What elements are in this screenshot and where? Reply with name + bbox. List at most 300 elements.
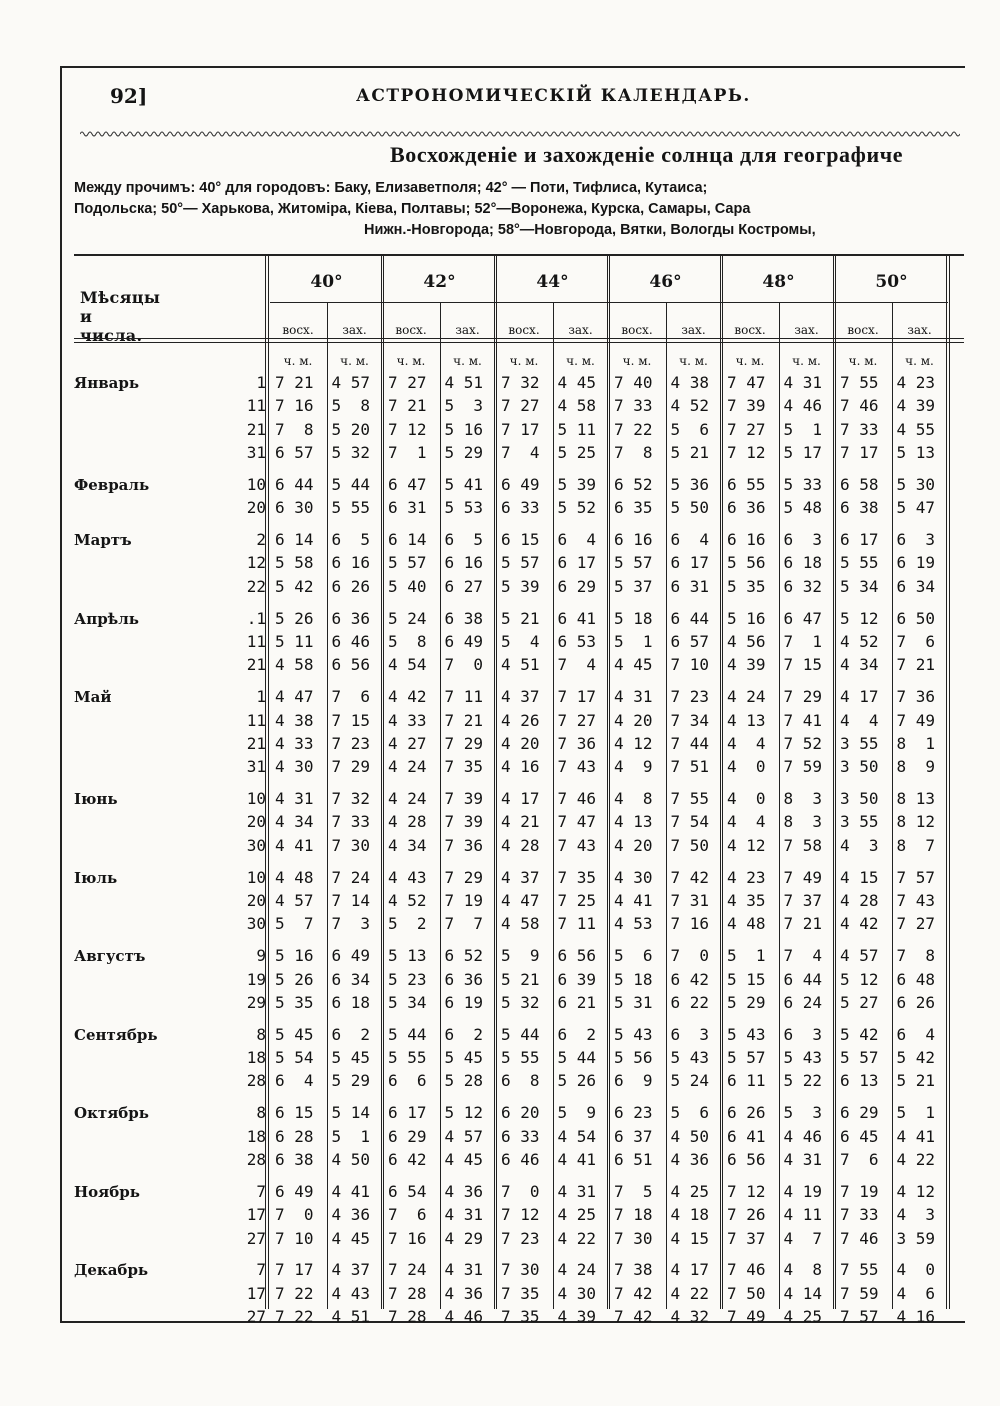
- sunset-time: 4 46: [783, 396, 823, 416]
- sunrise-time: 4 51: [501, 655, 540, 675]
- sunset-time: 6 52: [444, 946, 484, 966]
- sunset-time: 4 23: [896, 373, 936, 392]
- unit-label: ч. м.: [396, 354, 426, 368]
- sunset-time: 5 11: [557, 419, 597, 439]
- sunset-time: 7 43: [896, 891, 936, 910]
- sunrise-time: 7 17: [840, 443, 879, 463]
- sunset-time: 5 20: [331, 419, 371, 439]
- sunset-time: 6 2: [557, 1024, 597, 1044]
- sunset-time: 7 21: [444, 710, 484, 730]
- sunset-time: 5 41: [444, 474, 484, 494]
- sunset-time: 6 41: [557, 608, 597, 628]
- sunrise-time: 5 42: [840, 1024, 879, 1044]
- sunset-time: 4 18: [670, 1205, 710, 1225]
- sunrise-time: 5 18: [614, 608, 653, 628]
- sunrise-time: 7 47: [727, 373, 766, 392]
- sunrise-time: 6 4: [275, 1071, 314, 1091]
- sunrise-time: 4 33: [388, 710, 427, 730]
- sunrise-time: 6 52: [614, 474, 653, 494]
- sunset-time: 7 24: [331, 867, 371, 887]
- sunrise-time: 7 4: [501, 443, 540, 463]
- day-number: 30: [246, 914, 266, 934]
- sunrise-time: 5 21: [501, 969, 540, 989]
- sunset-time: 5 6: [670, 419, 710, 439]
- sunrise-time: 7 33: [840, 419, 879, 439]
- sunrise-time: 7 12: [727, 1181, 766, 1201]
- sunset-time: 6 5: [444, 530, 484, 550]
- sunset-time: 5 16: [444, 419, 484, 439]
- sunset-time: 7 37: [783, 891, 823, 910]
- sunrise-time: 4 57: [275, 891, 314, 910]
- sunrise-time: 6 44: [275, 474, 314, 494]
- sunset-time: 4 12: [896, 1181, 936, 1201]
- sunset-time: 8 13: [896, 789, 936, 809]
- table-rule: [74, 338, 964, 339]
- sunset-time: 7 25: [557, 891, 597, 910]
- sunset-time: 7 43: [557, 835, 597, 855]
- sunset-time: 7 49: [896, 710, 936, 730]
- unit-label: ч. м.: [509, 354, 539, 368]
- day-number: 31: [246, 443, 266, 463]
- sunrise-time: 7 27: [388, 373, 427, 392]
- sunrise-time: 4 27: [388, 733, 427, 753]
- sunrise-time: 3 55: [840, 733, 879, 753]
- sunset-time: 4 11: [783, 1205, 823, 1225]
- sunrise-time: 4 28: [388, 812, 427, 832]
- sunrise-time: 4 15: [840, 867, 879, 887]
- sunset-time: 4 51: [331, 1307, 371, 1327]
- sunset-time: 7 8: [896, 946, 936, 966]
- sunset-time: 6 36: [331, 608, 371, 628]
- sunset-time: 7 19: [444, 891, 484, 910]
- sunset-time: 6 34: [331, 969, 371, 989]
- sunset-time: 7 35: [557, 867, 597, 887]
- sunset-time: 7 11: [444, 687, 484, 707]
- day-number: 29: [246, 992, 266, 1012]
- sunset-time: 6 22: [670, 992, 710, 1012]
- sunset-time: 4 54: [557, 1126, 597, 1146]
- sunrise-time: 5 39: [501, 576, 540, 596]
- sunrise-time: 5 56: [727, 553, 766, 573]
- sunset-time: 7 10: [670, 655, 710, 675]
- sunrise-time: 7 12: [388, 419, 427, 439]
- sunrise-time: 7 27: [727, 419, 766, 439]
- sunset-time: 6 49: [444, 632, 484, 651]
- month-name: Августъ: [74, 947, 146, 966]
- sunrise-time: 4 23: [727, 867, 766, 887]
- sunset-time: 5 42: [896, 1048, 936, 1068]
- sunrise-time: 5 1: [727, 946, 766, 966]
- sunset-time: 5 48: [783, 498, 823, 518]
- sunset-time: 7 30: [331, 835, 371, 855]
- sunset-time: 6 21: [557, 992, 597, 1012]
- sunset-time: 5 44: [557, 1048, 597, 1068]
- sunset-time: 7 23: [331, 733, 371, 753]
- sunrise-time: 4 17: [840, 687, 879, 707]
- sunrise-time: 6 23: [614, 1103, 653, 1123]
- sunrise-time: 3 55: [840, 812, 879, 832]
- running-title: АСТРОНОМИЧЕСКІЙ КАЛЕНДАРЬ.: [356, 86, 751, 106]
- sunrise-time: 6 33: [501, 498, 540, 518]
- sunrise-time: 7 0: [501, 1181, 540, 1201]
- sunrise-time: 4 33: [275, 733, 314, 753]
- sunset-time: 7 29: [331, 757, 371, 777]
- sunset-time: 7 4: [783, 946, 823, 966]
- sunrise-time: 4 4: [727, 733, 766, 753]
- day-number: 22: [246, 576, 266, 596]
- sunset-time: 7 27: [557, 710, 597, 730]
- sunset-time: 6 18: [331, 992, 371, 1012]
- sunrise-time: 5 57: [388, 553, 427, 573]
- sunrise-time: 5 57: [727, 1048, 766, 1068]
- sunrise-time: 6 42: [388, 1150, 427, 1169]
- sunrise-time: 6 26: [727, 1103, 766, 1123]
- sunset-time: 4 50: [670, 1126, 710, 1146]
- sunset-time: 6 36: [444, 969, 484, 989]
- sunset-time: 7 36: [557, 733, 597, 753]
- sunrise-time: 5 54: [275, 1048, 314, 1068]
- day-number: 30: [246, 835, 266, 855]
- sunset-time: 7 29: [444, 733, 484, 753]
- sunrise-time: 7 59: [840, 1283, 879, 1303]
- sunset-time: 6 44: [670, 608, 710, 628]
- unit-label: ч. м.: [622, 354, 652, 368]
- month-name: Ноябрь: [74, 1182, 140, 1201]
- sunrise-time: 7 38: [614, 1260, 653, 1280]
- sunset-time: 5 24: [670, 1071, 710, 1091]
- sunrise-time: 4 58: [275, 655, 314, 675]
- day-number: 20: [246, 812, 266, 832]
- sunrise-time: 6 45: [840, 1126, 879, 1146]
- sunrise-time: 5 45: [275, 1024, 314, 1044]
- sunrise-time: 7 12: [727, 443, 766, 463]
- sunset-time: 4 50: [331, 1150, 371, 1169]
- sunrise-header: восх.: [621, 323, 653, 337]
- sunset-time: 6 57: [670, 632, 710, 651]
- sunrise-time: 5 35: [727, 576, 766, 596]
- sunset-time: 6 26: [896, 992, 936, 1012]
- sunset-time: 4 36: [444, 1283, 484, 1303]
- intro-paragraph: [74, 178, 954, 241]
- sunrise-time: 5 8: [388, 632, 427, 651]
- sunrise-time: 4 41: [275, 835, 314, 855]
- month-name: Январь: [74, 374, 140, 392]
- latitude-header: 50°: [875, 272, 908, 292]
- sunrise-time: 5 44: [501, 1024, 540, 1044]
- sunset-time: 4 0: [896, 1260, 936, 1280]
- day-number: 18: [246, 1126, 266, 1146]
- sunset-time: 6 39: [557, 969, 597, 989]
- sunset-time: 6 4: [896, 1024, 936, 1044]
- day-number: 21: [246, 419, 266, 439]
- sunset-time: 4 31: [783, 373, 823, 392]
- sunset-time: 7 54: [670, 812, 710, 832]
- sunset-time: 5 43: [670, 1048, 710, 1068]
- sunrise-time: 4 26: [501, 710, 540, 730]
- sunset-time: 6 19: [444, 992, 484, 1012]
- sunset-time: 5 1: [331, 1126, 371, 1146]
- sunset-time: 4 31: [557, 1181, 597, 1201]
- sunrise-time: 4 37: [501, 867, 540, 887]
- sunset-time: 5 43: [783, 1048, 823, 1068]
- day-number: 11: [246, 710, 266, 730]
- sunset-time: 7 0: [444, 655, 484, 675]
- sunset-time: 5 8: [331, 396, 371, 416]
- sunrise-time: 7 19: [840, 1181, 879, 1201]
- day-number: 7: [256, 1260, 266, 1280]
- sunset-time: 7 3: [331, 914, 371, 934]
- sunset-time: 7 29: [444, 867, 484, 887]
- day-number: 20: [246, 891, 266, 910]
- sunrise-time: 7 57: [840, 1307, 879, 1327]
- unit-label: ч. м.: [735, 354, 765, 368]
- sunrise-time: 6 6: [388, 1071, 427, 1091]
- sunset-time: 5 25: [557, 443, 597, 463]
- sunset-time: 7 43: [557, 757, 597, 777]
- month-name: Іюль: [74, 868, 118, 887]
- sunrise-time: 4 31: [614, 687, 653, 707]
- month-name: Декабрь: [74, 1261, 149, 1280]
- sunset-time: 6 56: [557, 946, 597, 966]
- sunset-time: 4 41: [331, 1181, 371, 1201]
- sunset-time: 6 17: [557, 553, 597, 573]
- day-number: 19: [246, 969, 266, 989]
- sunrise-time: 4 48: [275, 867, 314, 887]
- sunset-time: 6 3: [783, 1024, 823, 1044]
- sunrise-time: 6 47: [388, 474, 427, 494]
- sunrise-time: 4 34: [275, 812, 314, 832]
- sunrise-time: 5 32: [501, 992, 540, 1012]
- sunrise-time: 7 10: [275, 1228, 314, 1248]
- sunset-time: 4 22: [557, 1228, 597, 1248]
- sunset-time: 4 15: [670, 1228, 710, 1248]
- sunrise-time: 5 24: [388, 608, 427, 628]
- sunset-time: 8 3: [783, 789, 823, 809]
- sunset-time: 4 14: [783, 1283, 823, 1303]
- sunset-time: 4 36: [670, 1150, 710, 1169]
- sunset-time: 5 30: [896, 474, 936, 494]
- sunset-time: 4 24: [557, 1260, 597, 1280]
- sunrise-time: 5 35: [275, 992, 314, 1012]
- sunrise-time: 6 58: [840, 474, 879, 494]
- sunset-time: 4 45: [557, 373, 597, 392]
- day-number: 10: [246, 867, 266, 887]
- sunset-time: 7 33: [331, 812, 371, 832]
- day-number: 27: [246, 1307, 266, 1327]
- sunrise-time: 5 1: [614, 632, 653, 651]
- sunrise-time: 4 56: [727, 632, 766, 651]
- sunset-time: 6 18: [783, 553, 823, 573]
- sunset-time: 7 39: [444, 789, 484, 809]
- sunset-time: 5 3: [444, 396, 484, 416]
- sunrise-header: восх.: [282, 323, 314, 337]
- sunset-time: 4 31: [444, 1260, 484, 1280]
- sunrise-time: 5 44: [388, 1024, 427, 1044]
- sunrise-time: 6 15: [501, 530, 540, 550]
- sunset-time: 5 21: [896, 1071, 936, 1091]
- sunrise-time: 6 30: [275, 498, 314, 518]
- sunset-time: 6 46: [331, 632, 371, 651]
- sunrise-time: 5 34: [840, 576, 879, 596]
- sunrise-time: 5 26: [275, 608, 314, 628]
- month-name: Мартъ: [74, 531, 132, 550]
- sunrise-time: 4 52: [840, 632, 879, 651]
- sunrise-time: 6 49: [501, 474, 540, 494]
- sunrise-time: 4 0: [727, 789, 766, 809]
- sunrise-time: 7 21: [275, 373, 314, 392]
- sunset-time: 8 1: [896, 733, 936, 753]
- sunset-time: 5 55: [331, 498, 371, 518]
- sunset-time: 4 22: [670, 1283, 710, 1303]
- sunset-time: 5 52: [557, 498, 597, 518]
- sunset-time: 6 44: [783, 969, 823, 989]
- sunset-time: 6 29: [557, 576, 597, 596]
- sunrise-time: 5 7: [275, 914, 314, 934]
- sunset-time: 7 47: [557, 812, 597, 832]
- sunrise-time: 5 27: [840, 992, 879, 1012]
- sunset-time: 6 3: [896, 530, 936, 550]
- sunset-time: 4 3: [896, 1205, 936, 1225]
- unit-label: ч. м.: [905, 354, 934, 368]
- sunrise-time: 4 12: [727, 835, 766, 855]
- sunrise-time: 6 28: [275, 1126, 314, 1146]
- sunrise-time: 7 30: [614, 1228, 653, 1248]
- sunset-time: 4 52: [670, 396, 710, 416]
- sunset-time: 4 39: [557, 1307, 597, 1327]
- sunrise-time: 4 37: [501, 687, 540, 707]
- sunrise-time: 3 50: [840, 757, 879, 777]
- sunrise-time: 4 0: [727, 757, 766, 777]
- sunrise-time: 7 5: [614, 1181, 653, 1201]
- sunrise-time: 5 13: [388, 946, 427, 966]
- sunset-time: 6 3: [783, 530, 823, 550]
- sunset-time: 5 36: [670, 474, 710, 494]
- sunset-time: 7 15: [783, 655, 823, 675]
- day-number: .1: [246, 608, 266, 628]
- sunset-time: 6 4: [557, 530, 597, 550]
- sunrise-time: 4 24: [727, 687, 766, 707]
- sunset-time: 7 39: [444, 812, 484, 832]
- sunset-time: 7 42: [670, 867, 710, 887]
- sunset-time: 6 16: [444, 553, 484, 573]
- sunrise-time: 4 38: [275, 710, 314, 730]
- day-number: 27: [246, 1228, 266, 1248]
- page-title: Восхожденіе и захожденіе солнца для географиче: [390, 142, 904, 167]
- sunset-header: зах.: [907, 323, 932, 337]
- sunset-time: 4 46: [783, 1126, 823, 1146]
- sunrise-time: 7 22: [275, 1307, 314, 1327]
- sunrise-time: 6 14: [388, 530, 427, 550]
- month-name: Октябрь: [74, 1104, 149, 1123]
- sunrise-header: восх.: [508, 323, 540, 337]
- sunrise-time: 6 17: [840, 530, 879, 550]
- sunset-time: 6 50: [896, 608, 936, 628]
- sunrise-time: 7 22: [275, 1283, 314, 1303]
- sunrise-time: 5 55: [501, 1048, 540, 1068]
- sunset-time: 7 44: [670, 733, 710, 753]
- sunrise-time: 7 40: [614, 373, 653, 392]
- sunset-time: 7 4: [557, 655, 597, 675]
- sunrise-time: 6 35: [614, 498, 653, 518]
- sunset-time: 7 50: [670, 835, 710, 855]
- sunset-time: 5 47: [896, 498, 936, 518]
- sunrise-time: 4 16: [501, 757, 540, 777]
- sunset-time: 4 17: [670, 1260, 710, 1280]
- sunset-time: 4 16: [896, 1307, 936, 1327]
- sunset-time: 4 7: [783, 1228, 823, 1248]
- sunset-time: 6 17: [670, 553, 710, 573]
- sunset-time: 7 55: [670, 789, 710, 809]
- sunset-time: 5 1: [896, 1103, 936, 1123]
- sunrise-time: 4 20: [501, 733, 540, 753]
- sunset-time: 4 41: [896, 1126, 936, 1146]
- sunset-time: 7 36: [896, 687, 936, 707]
- sunset-time: 4 51: [444, 373, 484, 392]
- sunrise-time: 5 31: [614, 992, 653, 1012]
- sunset-time: 4 31: [783, 1150, 823, 1169]
- sunrise-time: 7 55: [840, 373, 879, 392]
- unit-label: ч. м.: [848, 354, 878, 368]
- sunrise-time: 4 41: [614, 891, 653, 910]
- sunset-time: 5 14: [331, 1103, 371, 1123]
- sunset-header: зах.: [568, 323, 593, 337]
- day-number: 12: [246, 553, 266, 573]
- sunrise-time: 7 32: [501, 373, 540, 392]
- sunset-time: 7 49: [783, 867, 823, 887]
- month-name: Апрѣль: [74, 609, 139, 628]
- sunrise-header: восх.: [847, 323, 879, 337]
- sunset-time: 7 6: [331, 687, 371, 707]
- sunrise-time: 5 9: [501, 946, 540, 966]
- sunrise-time: 7 0: [275, 1205, 314, 1225]
- sunrise-time: 4 30: [275, 757, 314, 777]
- sunrise-time: 7 42: [614, 1283, 653, 1303]
- sunrise-time: 6 36: [727, 498, 766, 518]
- sunrise-time: 7 17: [501, 419, 540, 439]
- day-number: 1: [256, 687, 266, 707]
- page-number: 92]: [110, 84, 148, 108]
- table-rule-top: [74, 254, 964, 256]
- sunrise-time: 6 49: [275, 1181, 314, 1201]
- sunrise-time: 4 4: [840, 710, 879, 730]
- sunrise-time: 5 12: [840, 969, 879, 989]
- sunrise-time: 6 31: [388, 498, 427, 518]
- sunrise-time: 5 43: [727, 1024, 766, 1044]
- sunset-time: 7 32: [331, 789, 371, 809]
- sunset-time: 7 0: [670, 946, 710, 966]
- sunrise-time: 4 35: [727, 891, 766, 910]
- sunrise-time: 5 55: [840, 553, 879, 573]
- sunrise-time: 4 9: [614, 757, 653, 777]
- sunrise-time: 4 12: [614, 733, 653, 753]
- day-number: 10: [246, 789, 266, 809]
- sunrise-time: 6 14: [275, 530, 314, 550]
- day-number: 28: [246, 1071, 266, 1091]
- sunrise-time: 7 24: [388, 1260, 427, 1280]
- sunrise-time: 4 28: [840, 891, 879, 910]
- sunrise-time: 5 57: [840, 1048, 879, 1068]
- sunrise-header: восх.: [395, 323, 427, 337]
- sunrise-time: 4 42: [388, 687, 427, 707]
- sunset-time: 7 57: [896, 867, 936, 887]
- sunrise-time: 4 43: [388, 867, 427, 887]
- sunrise-time: 6 29: [388, 1126, 427, 1146]
- sunrise-time: 7 6: [840, 1150, 879, 1169]
- sunrise-time: 7 28: [388, 1283, 427, 1303]
- sunset-time: 5 13: [896, 443, 936, 463]
- table-rule: [74, 342, 964, 343]
- day-number: 21: [246, 655, 266, 675]
